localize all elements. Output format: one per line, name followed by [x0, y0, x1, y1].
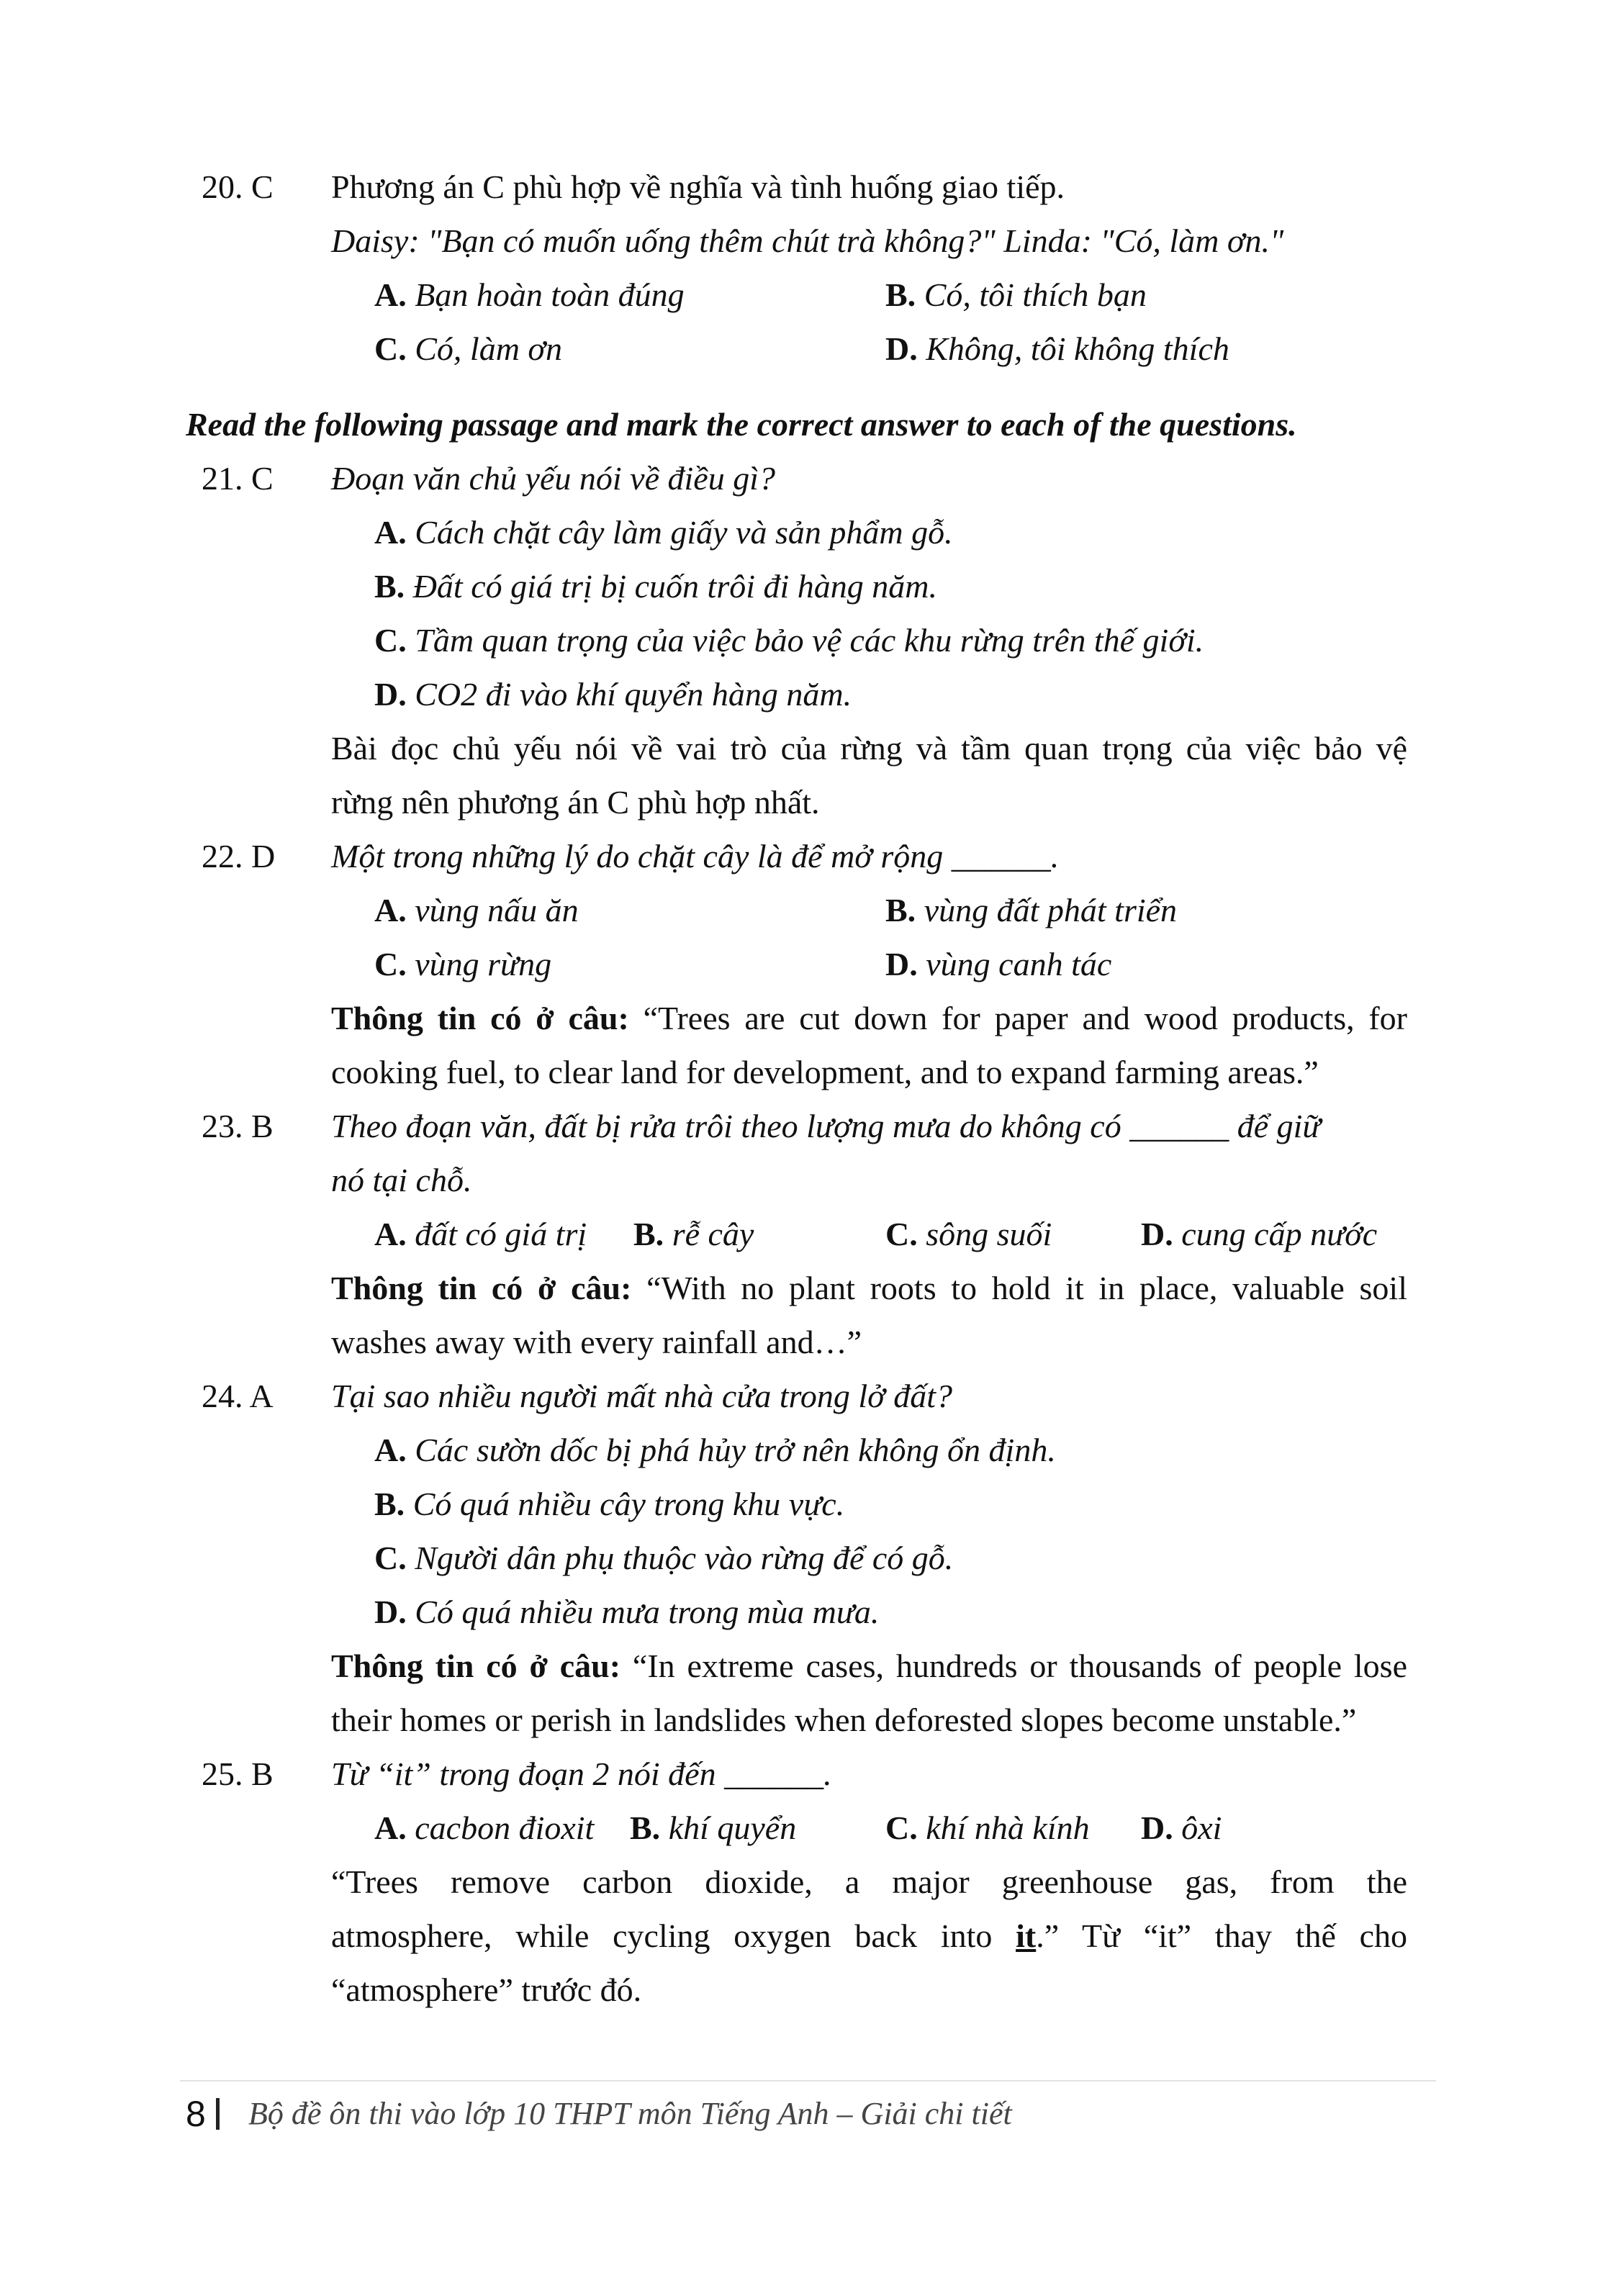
option-label: B.: [885, 276, 916, 313]
q21-option-d: [374, 673, 852, 716]
q25-explanation-line-2: [331, 1915, 1407, 1958]
option-text: Các sườn dốc bị phá hủy trở nên không ổn định.: [415, 1432, 1056, 1468]
q24-option-a: [374, 1429, 1056, 1472]
q24-info-line-1: [331, 1645, 1407, 1688]
option-text: vùng rừng: [415, 946, 552, 982]
option-text: ôxi: [1181, 1809, 1222, 1846]
option-label: D.: [1141, 1809, 1173, 1846]
q23-option-d: [1141, 1213, 1377, 1256]
option-text: Người dân phụ thuộc vào rừng để có gỗ.: [415, 1540, 954, 1576]
option-text: đất có giá trị: [415, 1216, 587, 1252]
option-label: A.: [374, 1216, 407, 1252]
section-heading: Read the following passage and mark the correct answer to each of the questions.: [186, 406, 1297, 443]
info-text: “In extreme cases, hundreds or thousands of people lose: [632, 1648, 1408, 1684]
q24-option-c: [374, 1537, 953, 1580]
q21-explanation-line-1: Bài đọc chủ yếu nói về vai trò của rừng và tầm quan trọng của việc bảo vệ: [331, 730, 1407, 767]
option-text: Có quá nhiều mưa trong mùa mưa.: [415, 1594, 880, 1630]
option-label: D.: [885, 946, 918, 982]
explanation-text: .” Từ “it” thay thế cho: [1036, 1917, 1407, 1954]
option-text: Có, tôi thích bạn: [924, 276, 1147, 313]
q21-option-a: [374, 511, 953, 554]
q20-translation: Daisy: "Bạn có muốn uống thêm chút trà không?" Linda: "Có, làm ơn.": [331, 222, 1284, 259]
q22-option-d: [885, 943, 1111, 986]
option-label: C.: [374, 1540, 407, 1576]
q24-question: Tại sao nhiều người mất nhà cửa trong lở đất?: [331, 1378, 952, 1414]
footer-title: Bộ đề ôn thi vào lớp 10 THPT môn Tiếng Anh – Giải chi tiết: [248, 2096, 1012, 2131]
q21-option-b: [374, 565, 937, 608]
info-text: “Trees are cut down for paper and wood products, for: [643, 1000, 1407, 1036]
option-text: khí nhà kính: [926, 1809, 1090, 1846]
option-text: vùng đất phát triển: [924, 892, 1178, 928]
option-text: CO2 đi vào khí quyển hàng năm.: [415, 676, 852, 713]
q20-explanation: Phương án C phù hợp về nghĩa và tình huống giao tiếp.: [331, 168, 1065, 205]
q23-info-line-1: [331, 1267, 1407, 1310]
option-label: B.: [374, 1486, 405, 1522]
q22-question: Một trong những lý do chặt cây là để mở rộng ______.: [331, 838, 1060, 874]
q22-option-c: [374, 943, 551, 986]
q21-explanation-line-2: rừng nên phương án C phù hợp nhất.: [331, 784, 820, 821]
option-text: Có, làm ơn: [415, 330, 562, 367]
option-label: A.: [374, 892, 407, 928]
q24-info-line-2: their homes or perish in landslides when deforested slopes become unstable.”: [331, 1701, 1357, 1738]
option-label: B.: [374, 568, 405, 605]
q21-question: Đoạn văn chủ yếu nói về điều gì?: [331, 460, 775, 497]
q25-explanation-line-1: “Trees remove carbon dioxide, a major greenhouse gas, from the: [331, 1863, 1407, 1900]
explanation-text: atmosphere, while cycling oxygen back into: [331, 1917, 1016, 1954]
q20-option-c: [374, 327, 562, 371]
q24-option-d: [374, 1591, 879, 1634]
option-label: A.: [374, 276, 407, 313]
footer-divider: [180, 2080, 1436, 2082]
option-label: D.: [374, 1594, 407, 1630]
q25-option-b: [630, 1807, 796, 1850]
q23-info-line-2: washes away with every rainfall and…”: [331, 1324, 862, 1360]
q23-question-line-1: Theo đoạn văn, đất bị rửa trôi theo lượng mưa do không có ______ để giữ: [331, 1108, 1321, 1144]
info-label: Thông tin có ở câu:: [331, 1000, 629, 1036]
option-label: C.: [374, 946, 407, 982]
option-label: C.: [374, 330, 407, 367]
option-label: A.: [374, 514, 407, 551]
option-text: Tầm quan trọng của việc bảo vệ các khu rừng trên thế giới.: [415, 622, 1204, 659]
option-text: Cách chặt cây làm giấy và sản phẩm gỗ.: [415, 514, 953, 551]
q21-option-c: [374, 619, 1204, 662]
option-text: vùng canh tác: [926, 946, 1112, 982]
q23-option-a: [374, 1213, 587, 1256]
option-label: A.: [374, 1432, 407, 1468]
q22-info-line-2: cooking fuel, to clear land for development, and to expand farming areas.”: [331, 1054, 1319, 1090]
option-label: C.: [885, 1216, 918, 1252]
info-label: Thông tin có ở câu:: [331, 1270, 632, 1306]
option-label: B.: [630, 1809, 661, 1846]
answer-number-25: 25. B: [202, 1755, 274, 1792]
q25-option-a: [374, 1807, 594, 1850]
q25-explanation-line-3: “atmosphere” trước đó.: [331, 1971, 642, 2008]
option-text: Không, tôi không thích: [926, 330, 1229, 367]
option-text: cung cấp nước: [1181, 1216, 1378, 1252]
option-text: cacbon đioxit: [415, 1809, 595, 1846]
footer-separator-bar: [216, 2098, 220, 2130]
q23-option-c: [885, 1213, 1052, 1256]
info-label: Thông tin có ở câu:: [331, 1648, 621, 1684]
q25-option-d: [1141, 1807, 1222, 1850]
info-text: “With no plant roots to hold it in place, valuable soil: [646, 1270, 1407, 1306]
option-text: Đất có giá trị bị cuốn trôi đi hàng năm.: [412, 568, 938, 605]
option-text: Có quá nhiều cây trong khu vực.: [412, 1486, 845, 1522]
option-label: C.: [374, 622, 407, 659]
q22-option-b: [885, 889, 1177, 932]
option-label: B.: [633, 1216, 664, 1252]
q22-info-line-1: [331, 997, 1407, 1040]
option-label: D.: [1141, 1216, 1173, 1252]
option-text: Bạn hoàn toàn đúng: [415, 276, 685, 313]
option-label: B.: [885, 892, 916, 928]
option-text: khí quyển: [668, 1809, 797, 1846]
highlighted-word: it: [1016, 1917, 1037, 1954]
q23-option-b: [633, 1213, 754, 1256]
answer-number-20: 20. C: [202, 168, 274, 205]
q20-option-d: [885, 327, 1229, 371]
q20-option-b: [885, 274, 1147, 317]
answer-number-22: 22. D: [202, 838, 276, 874]
answer-number-23: 23. B: [202, 1108, 274, 1144]
q22-option-a: [374, 889, 579, 932]
option-label: C.: [885, 1809, 918, 1846]
option-text: sông suối: [926, 1216, 1052, 1252]
answer-number-21: 21. C: [202, 460, 274, 497]
q24-option-b: [374, 1483, 844, 1526]
q23-question-line-2: nó tại chỗ.: [331, 1162, 472, 1198]
q25-question: Từ “it” trong đoạn 2 nói đến ______.: [331, 1755, 832, 1792]
answer-number-24: 24. A: [202, 1378, 274, 1414]
option-label: D.: [374, 676, 407, 713]
page-number: 8: [186, 2094, 206, 2134]
option-text: rễ cây: [672, 1216, 754, 1252]
option-text: vùng nấu ăn: [415, 892, 579, 928]
option-label: D.: [885, 330, 918, 367]
option-label: A.: [374, 1809, 407, 1846]
q25-option-c: [885, 1807, 1090, 1850]
q20-option-a: [374, 274, 685, 317]
